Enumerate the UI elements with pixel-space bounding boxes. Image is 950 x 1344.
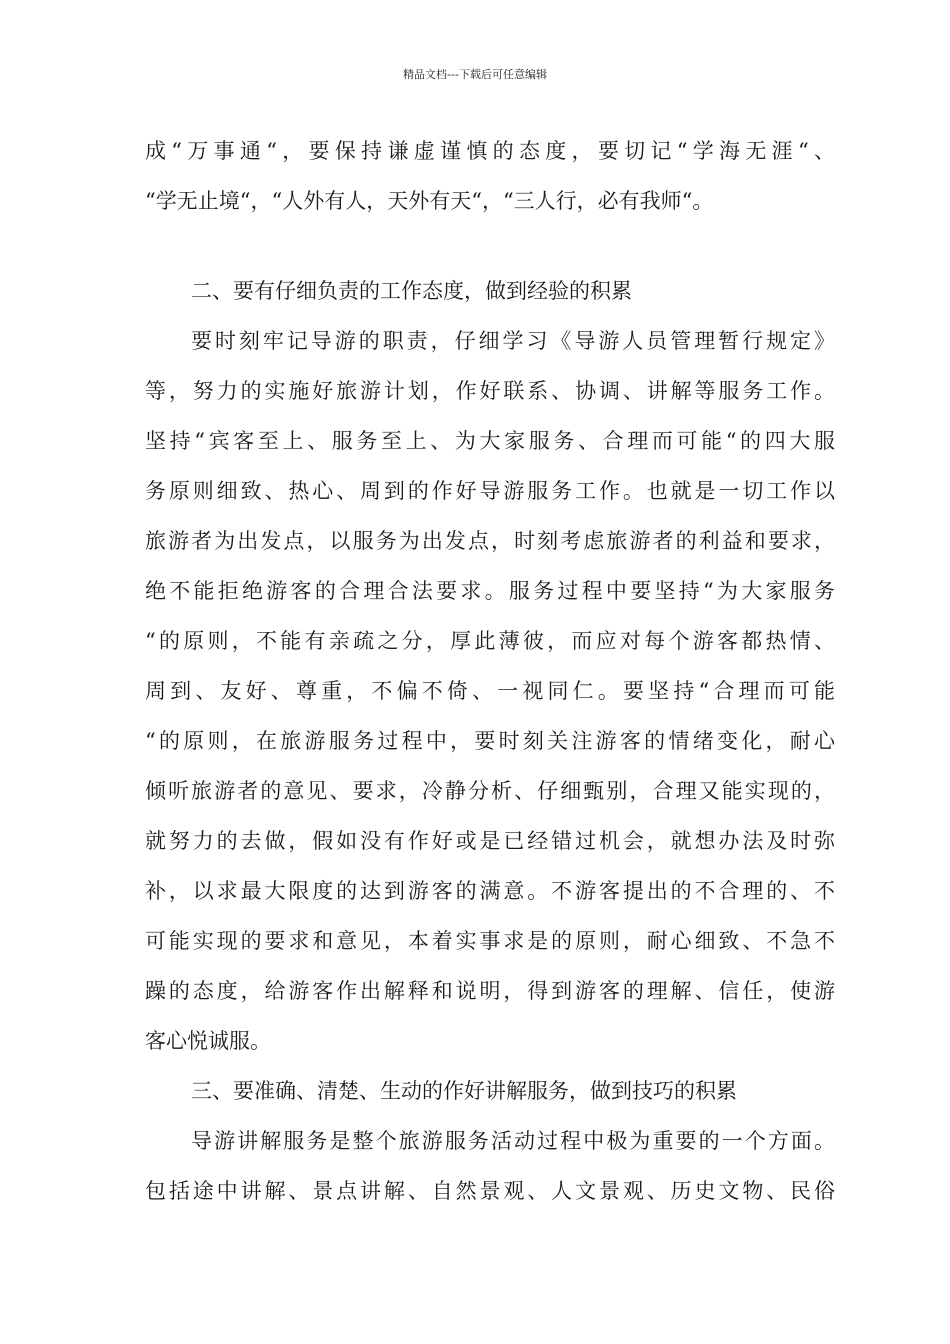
paragraph-line: “的原则，不能有亲疏之分，厚此薄彼，而应对每个游客都热情、 — [145, 629, 835, 653]
paragraph-line: 就努力的去做，假如没有作好或是已经错过机会，就想办法及时弥 — [145, 829, 835, 853]
page-header: 精品文档---下载后可任意编辑 — [403, 68, 547, 81]
paragraph-line: 倾听旅游者的意见、要求，冷静分析、仔细甄别，合理又能实现的， — [145, 779, 835, 803]
paragraph-line: 成“万事通“，要保持谦虚谨慎的态度，要切记“学海无涯“、 — [145, 139, 835, 163]
paragraph-line: 导游讲解服务是整个旅游服务活动过程中极为重要的一个方面。 — [191, 1129, 835, 1153]
paragraph-line: 等，努力的实施好旅游计划，作好联系、协调、讲解等服务工作。 — [145, 379, 835, 403]
paragraph-line: 旅游者为出发点，以服务为出发点，时刻考虑旅游者的利益和要求， — [145, 529, 835, 553]
paragraph-line: 绝不能拒绝游客的合理合法要求。服务过程中要坚持“为大家服务 — [145, 579, 835, 603]
paragraph-line: 客心悦诚服。 — [145, 1029, 271, 1053]
paragraph-line: 要时刻牢记导游的职责，仔细学习《导游人员管理暂行规定》 — [191, 329, 835, 353]
paragraph-line: “的原则，在旅游服务过程中，要时刻关注游客的情绪变化，耐心 — [145, 729, 835, 753]
section-heading: 三、要准确、清楚、生动的作好讲解服务，做到技巧的积累 — [191, 1079, 737, 1103]
paragraph-line: 包括途中讲解、景点讲解、自然景观、人文景观、历史文物、民俗 — [145, 1179, 835, 1203]
paragraph-line: 周到、友好、尊重，不偏不倚、一视同仁。要坚持“合理而可能 — [145, 679, 835, 703]
paragraph-line: 躁的态度，给游客作出解释和说明，得到游客的理解、信任，使游 — [145, 979, 835, 1003]
paragraph-line: 务原则细致、热心、周到的作好导游服务工作。也就是一切工作以 — [145, 479, 835, 503]
document-body — [145, 126, 835, 1216]
paragraph-line: 可能实现的要求和意见，本着实事求是的原则，耐心细致、不急不 — [145, 929, 835, 953]
paragraph-gap — [145, 226, 835, 266]
paragraph-line: “学无止境“，“人外有人，天外有天“，“三人行，必有我师“。 — [145, 189, 714, 213]
paragraph-line: 坚持“宾客至上、服务至上、为大家服务、合理而可能“的四大服 — [145, 429, 835, 453]
paragraph-line: 补，以求最大限度的达到游客的满意。不游客提出的不合理的、不 — [145, 879, 835, 903]
section-heading: 二、要有仔细负责的工作态度，做到经验的积累 — [191, 279, 632, 303]
